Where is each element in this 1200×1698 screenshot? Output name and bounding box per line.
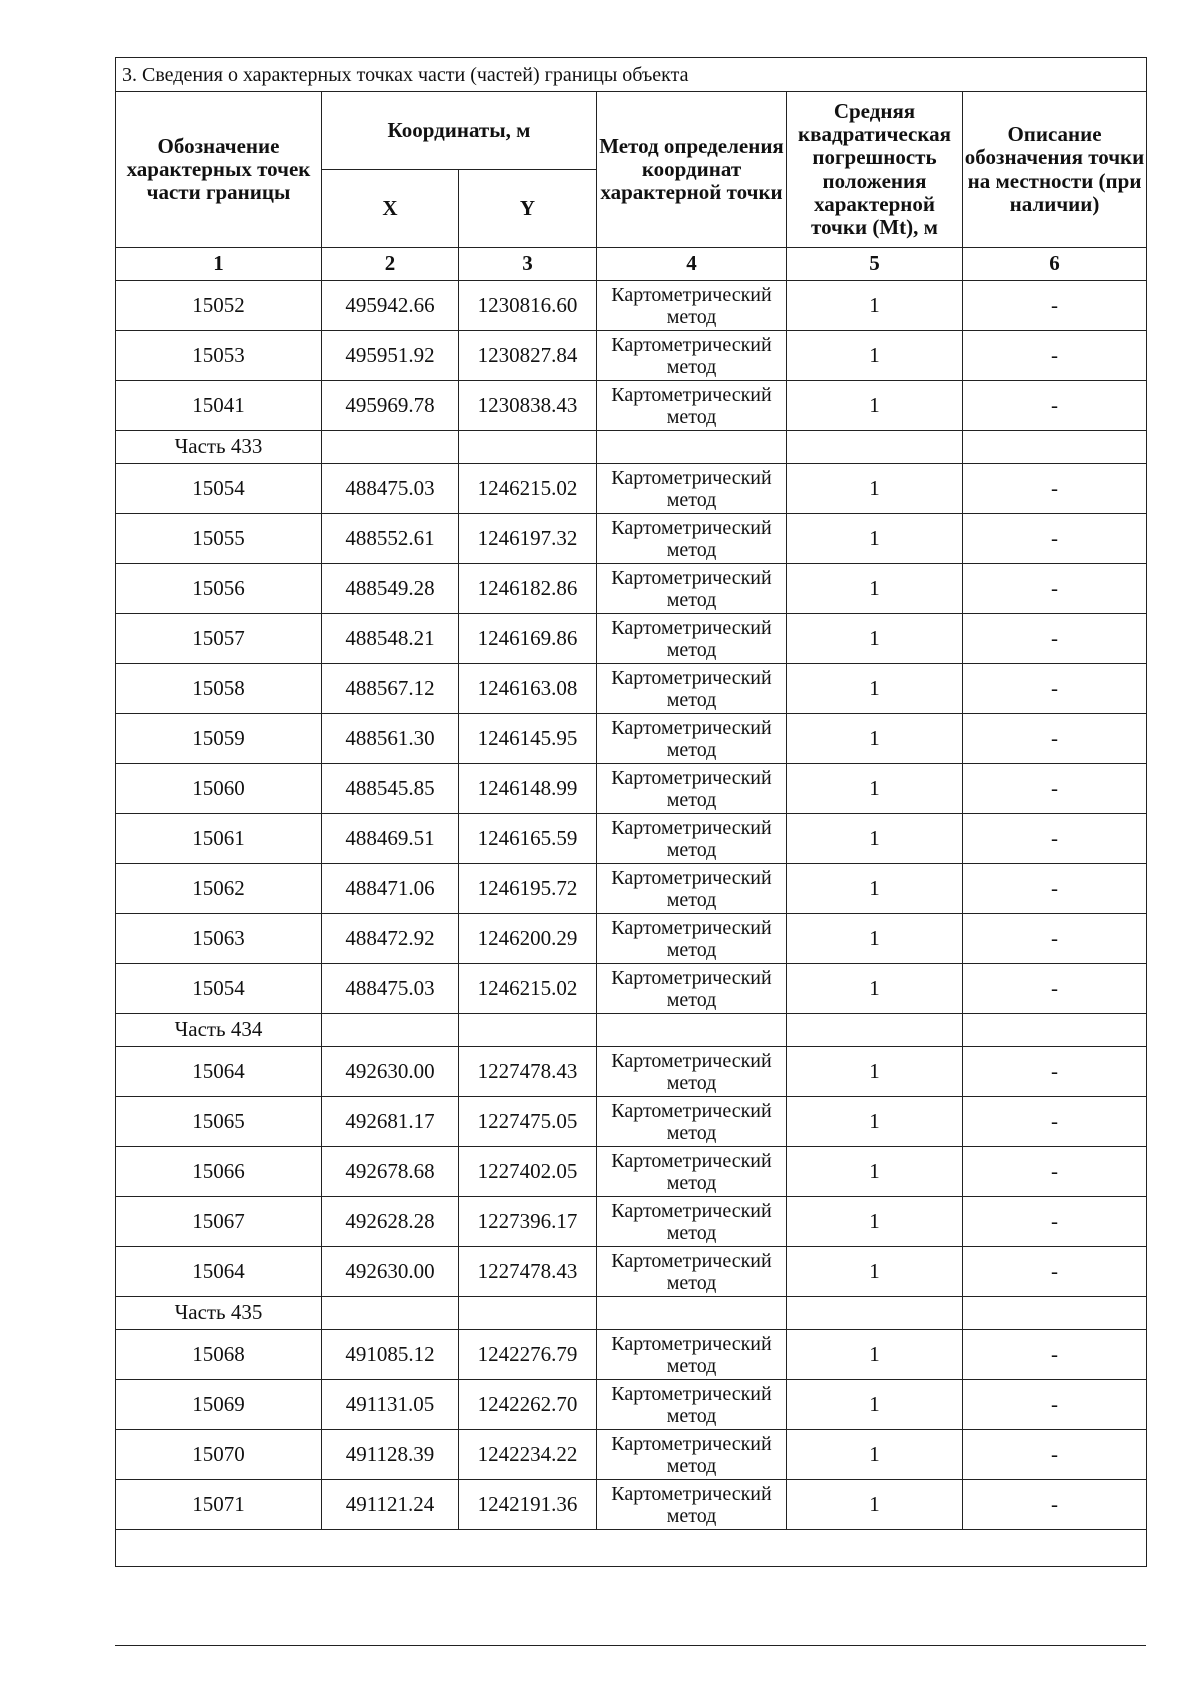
- part-header-row: [116, 1014, 1147, 1047]
- point-id-cell: 15059: [116, 714, 322, 764]
- error-cell: 1: [787, 1480, 963, 1530]
- error-cell: 1: [787, 1330, 963, 1380]
- table-row: [116, 514, 1147, 564]
- empty-cell: [322, 431, 459, 464]
- y-coordinate-cell: 1246163.08: [459, 664, 597, 714]
- point-id-cell: 15070: [116, 1430, 322, 1480]
- description-cell: -: [963, 514, 1147, 564]
- error-cell: 1: [787, 714, 963, 764]
- y-coordinate-cell: 1227396.17: [459, 1197, 597, 1247]
- description-cell: -: [963, 564, 1147, 614]
- error-cell: 1: [787, 1430, 963, 1480]
- column-number: 1: [116, 248, 322, 281]
- point-id-cell: 15054: [116, 464, 322, 514]
- column-number-row: [116, 248, 1147, 281]
- table-row: [116, 1247, 1147, 1297]
- empty-cell: [597, 431, 787, 464]
- description-cell: -: [963, 814, 1147, 864]
- error-cell: 1: [787, 914, 963, 964]
- y-coordinate-cell: 1246145.95: [459, 714, 597, 764]
- x-coordinate-cell: 488545.85: [322, 764, 459, 814]
- y-coordinate-cell: 1246215.02: [459, 964, 597, 1014]
- y-coordinate-cell: 1242234.22: [459, 1430, 597, 1480]
- error-cell: 1: [787, 331, 963, 381]
- description-cell: -: [963, 1147, 1147, 1197]
- empty-row: [116, 1530, 1147, 1567]
- point-id-cell: 15068: [116, 1330, 322, 1380]
- error-cell: 1: [787, 1147, 963, 1197]
- y-coordinate-cell: 1227478.43: [459, 1047, 597, 1097]
- point-id-cell: 15066: [116, 1147, 322, 1197]
- description-cell: -: [963, 864, 1147, 914]
- header-method: Метод определения координат характерной точки: [597, 92, 787, 248]
- x-coordinate-cell: 488469.51: [322, 814, 459, 864]
- x-coordinate-cell: 488561.30: [322, 714, 459, 764]
- part-header-row: [116, 431, 1147, 464]
- description-cell: -: [963, 714, 1147, 764]
- y-coordinate-cell: 1230838.43: [459, 381, 597, 431]
- error-cell: 1: [787, 1380, 963, 1430]
- empty-cell: [787, 431, 963, 464]
- empty-cell: [322, 1014, 459, 1047]
- point-id-cell: 15067: [116, 1197, 322, 1247]
- y-coordinate-cell: 1227402.05: [459, 1147, 597, 1197]
- table-row: [116, 864, 1147, 914]
- y-coordinate-cell: 1246169.86: [459, 614, 597, 664]
- table-row: [116, 1330, 1147, 1380]
- header-x: X: [322, 170, 459, 248]
- x-coordinate-cell: 488548.21: [322, 614, 459, 664]
- table-row: [116, 464, 1147, 514]
- column-number: 3: [459, 248, 597, 281]
- empty-cell: [459, 1297, 597, 1330]
- point-id-cell: 15058: [116, 664, 322, 714]
- boundary-points-table: [115, 57, 1147, 1567]
- table-row: [116, 964, 1147, 1014]
- header-coordinates: Координаты, м: [322, 92, 597, 170]
- empty-cell: [963, 431, 1147, 464]
- point-id-cell: 15062: [116, 864, 322, 914]
- y-coordinate-cell: 1230827.84: [459, 331, 597, 381]
- method-cell: Картометрический метод: [597, 1430, 787, 1480]
- point-id-cell: 15041: [116, 381, 322, 431]
- empty-cell: [597, 1297, 787, 1330]
- method-cell: Картометрический метод: [597, 281, 787, 331]
- description-cell: -: [963, 281, 1147, 331]
- point-id-cell: 15063: [116, 914, 322, 964]
- x-coordinate-cell: 488552.61: [322, 514, 459, 564]
- description-cell: -: [963, 1430, 1147, 1480]
- description-cell: -: [963, 1047, 1147, 1097]
- header-y: Y: [459, 170, 597, 248]
- point-id-cell: 15071: [116, 1480, 322, 1530]
- table-row: [116, 814, 1147, 864]
- column-number: 6: [963, 248, 1147, 281]
- part-label: Часть 433: [116, 431, 322, 464]
- x-coordinate-cell: 491128.39: [322, 1430, 459, 1480]
- method-cell: Картометрический метод: [597, 1380, 787, 1430]
- error-cell: 1: [787, 964, 963, 1014]
- method-cell: Картометрический метод: [597, 331, 787, 381]
- description-cell: -: [963, 1330, 1147, 1380]
- point-id-cell: 15060: [116, 764, 322, 814]
- x-coordinate-cell: 495942.66: [322, 281, 459, 331]
- empty-cell: [597, 1014, 787, 1047]
- error-cell: 1: [787, 1247, 963, 1297]
- x-coordinate-cell: 491085.12: [322, 1330, 459, 1380]
- point-id-cell: 15064: [116, 1247, 322, 1297]
- error-cell: 1: [787, 1197, 963, 1247]
- error-cell: 1: [787, 864, 963, 914]
- x-coordinate-cell: 488472.92: [322, 914, 459, 964]
- method-cell: Картометрический метод: [597, 864, 787, 914]
- x-coordinate-cell: 492681.17: [322, 1097, 459, 1147]
- empty-cell: [963, 1297, 1147, 1330]
- table-row: [116, 1047, 1147, 1097]
- x-coordinate-cell: 488549.28: [322, 564, 459, 614]
- table-row: [116, 664, 1147, 714]
- x-coordinate-cell: 491131.05: [322, 1380, 459, 1430]
- x-coordinate-cell: 495951.92: [322, 331, 459, 381]
- table-row: [116, 1480, 1147, 1530]
- table-row: [116, 564, 1147, 614]
- y-coordinate-cell: 1246215.02: [459, 464, 597, 514]
- description-cell: -: [963, 1197, 1147, 1247]
- y-coordinate-cell: 1246197.32: [459, 514, 597, 564]
- empty-cell: [963, 1014, 1147, 1047]
- header-error: Средняя квадратическая погрешность положения характерной точки (Mt), м: [787, 92, 963, 248]
- y-coordinate-cell: 1246195.72: [459, 864, 597, 914]
- description-cell: -: [963, 331, 1147, 381]
- table-row: [116, 331, 1147, 381]
- y-coordinate-cell: 1242191.36: [459, 1480, 597, 1530]
- method-cell: Картометрический метод: [597, 564, 787, 614]
- description-cell: -: [963, 964, 1147, 1014]
- method-cell: Картометрический метод: [597, 381, 787, 431]
- table-row: [116, 281, 1147, 331]
- header-description: Описание обозначения точки на местности (при наличии): [963, 92, 1147, 248]
- method-cell: Картометрический метод: [597, 1330, 787, 1380]
- x-coordinate-cell: 491121.24: [322, 1480, 459, 1530]
- error-cell: 1: [787, 564, 963, 614]
- x-coordinate-cell: 495969.78: [322, 381, 459, 431]
- error-cell: 1: [787, 1047, 963, 1097]
- y-coordinate-cell: 1227478.43: [459, 1247, 597, 1297]
- description-cell: -: [963, 1380, 1147, 1430]
- error-cell: 1: [787, 1097, 963, 1147]
- y-coordinate-cell: 1246200.29: [459, 914, 597, 964]
- point-id-cell: 15054: [116, 964, 322, 1014]
- empty-cell: [116, 1530, 1147, 1567]
- method-cell: Картометрический метод: [597, 964, 787, 1014]
- point-id-cell: 15057: [116, 614, 322, 664]
- table-row: [116, 1197, 1147, 1247]
- point-id-cell: 15061: [116, 814, 322, 864]
- part-label: Часть 434: [116, 1014, 322, 1047]
- column-number: 5: [787, 248, 963, 281]
- method-cell: Картометрический метод: [597, 764, 787, 814]
- method-cell: Картометрический метод: [597, 1480, 787, 1530]
- table-row: [116, 1097, 1147, 1147]
- empty-cell: [787, 1297, 963, 1330]
- bottom-divider: [115, 1645, 1146, 1646]
- description-cell: -: [963, 464, 1147, 514]
- description-cell: -: [963, 764, 1147, 814]
- column-number: 2: [322, 248, 459, 281]
- x-coordinate-cell: 488475.03: [322, 464, 459, 514]
- point-id-cell: 15069: [116, 1380, 322, 1430]
- empty-cell: [459, 1014, 597, 1047]
- y-coordinate-cell: 1227475.05: [459, 1097, 597, 1147]
- table-row: [116, 1430, 1147, 1480]
- method-cell: Картометрический метод: [597, 814, 787, 864]
- empty-cell: [459, 431, 597, 464]
- method-cell: Картометрический метод: [597, 664, 787, 714]
- error-cell: 1: [787, 464, 963, 514]
- method-cell: Картометрический метод: [597, 1047, 787, 1097]
- description-cell: -: [963, 1097, 1147, 1147]
- description-cell: -: [963, 381, 1147, 431]
- point-id-cell: 15052: [116, 281, 322, 331]
- method-cell: Картометрический метод: [597, 714, 787, 764]
- x-coordinate-cell: 492630.00: [322, 1247, 459, 1297]
- column-number: 4: [597, 248, 787, 281]
- description-cell: -: [963, 1480, 1147, 1530]
- section-title: 3. Сведения о характерных точках части (частей) границы объекта: [116, 58, 1147, 92]
- error-cell: 1: [787, 281, 963, 331]
- error-cell: 1: [787, 514, 963, 564]
- table-row: [116, 714, 1147, 764]
- description-cell: -: [963, 1247, 1147, 1297]
- table-row: [116, 764, 1147, 814]
- description-cell: -: [963, 614, 1147, 664]
- method-cell: Картометрический метод: [597, 1147, 787, 1197]
- point-id-cell: 15053: [116, 331, 322, 381]
- header-designation: Обозначение характерных точек части границы: [116, 92, 322, 248]
- table-row: [116, 614, 1147, 664]
- point-id-cell: 15064: [116, 1047, 322, 1097]
- point-id-cell: 15065: [116, 1097, 322, 1147]
- description-cell: -: [963, 664, 1147, 714]
- error-cell: 1: [787, 381, 963, 431]
- x-coordinate-cell: 492628.28: [322, 1197, 459, 1247]
- table-body: [116, 281, 1147, 1567]
- part-header-row: [116, 1297, 1147, 1330]
- method-cell: Картометрический метод: [597, 514, 787, 564]
- table-row: [116, 1380, 1147, 1430]
- y-coordinate-cell: 1246182.86: [459, 564, 597, 614]
- table-row: [116, 1147, 1147, 1197]
- method-cell: Картометрический метод: [597, 464, 787, 514]
- empty-cell: [322, 1297, 459, 1330]
- y-coordinate-cell: 1246165.59: [459, 814, 597, 864]
- empty-cell: [787, 1014, 963, 1047]
- x-coordinate-cell: 488475.03: [322, 964, 459, 1014]
- error-cell: 1: [787, 614, 963, 664]
- table-row: [116, 914, 1147, 964]
- method-cell: Картометрический метод: [597, 1247, 787, 1297]
- error-cell: 1: [787, 814, 963, 864]
- x-coordinate-cell: 488567.12: [322, 664, 459, 714]
- method-cell: Картометрический метод: [597, 1197, 787, 1247]
- error-cell: 1: [787, 764, 963, 814]
- point-id-cell: 15055: [116, 514, 322, 564]
- x-coordinate-cell: 492678.68: [322, 1147, 459, 1197]
- point-id-cell: 15056: [116, 564, 322, 614]
- y-coordinate-cell: 1230816.60: [459, 281, 597, 331]
- method-cell: Картометрический метод: [597, 614, 787, 664]
- x-coordinate-cell: 492630.00: [322, 1047, 459, 1097]
- y-coordinate-cell: 1242262.70: [459, 1380, 597, 1430]
- y-coordinate-cell: 1246148.99: [459, 764, 597, 814]
- error-cell: 1: [787, 664, 963, 714]
- method-cell: Картометрический метод: [597, 1097, 787, 1147]
- y-coordinate-cell: 1242276.79: [459, 1330, 597, 1380]
- description-cell: -: [963, 914, 1147, 964]
- x-coordinate-cell: 488471.06: [322, 864, 459, 914]
- method-cell: Картометрический метод: [597, 914, 787, 964]
- part-label: Часть 435: [116, 1297, 322, 1330]
- table-row: [116, 381, 1147, 431]
